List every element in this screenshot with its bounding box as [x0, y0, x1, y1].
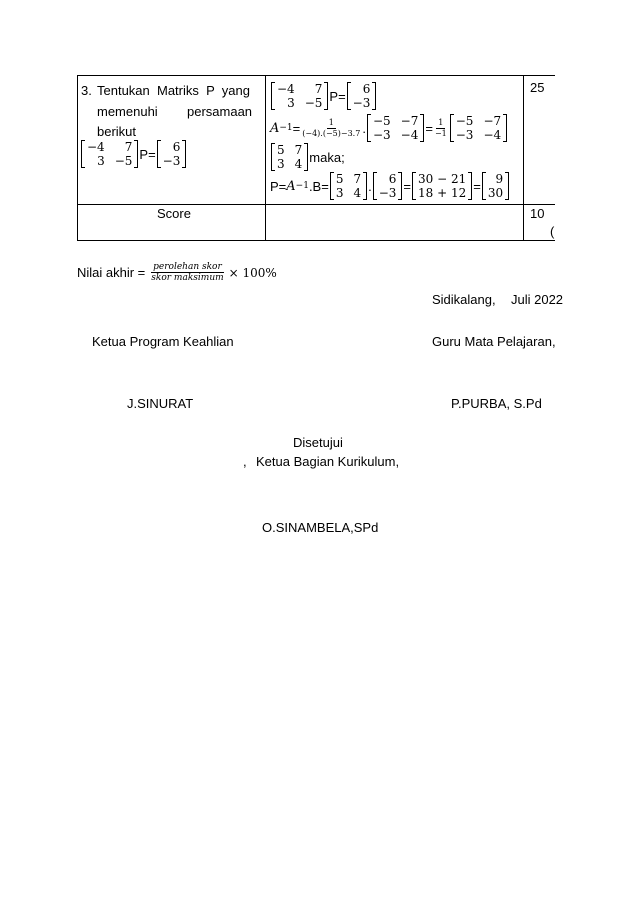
- question-matrix-a: [81, 140, 138, 168]
- question-line-3: berikut: [97, 124, 137, 139]
- matrix-cell: 4: [353, 186, 362, 200]
- product-matrix-1: [330, 172, 367, 200]
- inverse-result-matrix: [271, 143, 308, 171]
- fraction-1-num: 1: [328, 117, 334, 127]
- matrix-cell: −4: [87, 140, 105, 154]
- nilai-num: perolehan skor: [153, 262, 222, 272]
- matrix-cell: −3: [455, 128, 474, 142]
- matrix-cell: 3: [335, 186, 344, 200]
- score-label: Score: [157, 206, 191, 221]
- question-line-1: Tentukan Matriks P yang: [97, 83, 250, 98]
- matrix-cell: −4: [277, 82, 295, 96]
- nilai-den: skor maksimum: [151, 273, 224, 283]
- matrix-cell: −3: [352, 96, 371, 110]
- answer-line-3: [270, 143, 345, 171]
- matrix-cell: −7: [483, 114, 502, 128]
- adjoint-matrix-2: [450, 114, 507, 142]
- matrix-cell: 30: [487, 186, 504, 200]
- matrix-cell: 18 + 12: [418, 186, 467, 200]
- matrix-cell: 6: [362, 82, 371, 96]
- fraction-1-den: (−4).(−5)−3.7: [302, 128, 361, 138]
- nilai-akhir-formula: [77, 262, 277, 283]
- p-prefix: P=: [270, 178, 287, 194]
- matrix-cell: 7: [124, 140, 133, 154]
- nilai-fraction: [149, 262, 225, 283]
- product-matrix-3: [412, 172, 472, 200]
- question-eq: P=: [139, 146, 156, 162]
- matrix-cell: 3: [287, 96, 295, 110]
- answer-dot: .: [362, 120, 366, 136]
- answer-eq-2: =: [292, 120, 301, 136]
- matrix-cell: 30 − 21: [418, 172, 467, 186]
- matrix-cell: 5: [277, 143, 285, 157]
- question-equation: [80, 140, 187, 168]
- score-q3: 25: [530, 80, 545, 95]
- question-matrix-b: [157, 140, 187, 168]
- matrix-cell: −4: [483, 128, 502, 142]
- matrix-cell: 3: [97, 154, 105, 168]
- matrix-cell: 9: [495, 172, 504, 186]
- approval-comma: ,: [243, 454, 247, 469]
- matrix-cell: 3: [277, 157, 285, 171]
- matrix-cell: 7: [353, 172, 362, 186]
- answer-eq-3: =: [425, 120, 433, 136]
- matrix-cell: 7: [314, 82, 323, 96]
- fraction-1: [300, 118, 362, 139]
- left-sign-title: Ketua Program Keahlian: [92, 334, 234, 349]
- matrix-cell: −7: [400, 114, 419, 128]
- adjoint-matrix: [367, 114, 424, 142]
- answer-eq-4: =: [403, 178, 412, 194]
- answer-eq-5: =: [473, 178, 481, 194]
- nilai-times: × 100%: [228, 265, 277, 280]
- approval-title: Ketua Bagian Kurikulum,: [256, 454, 400, 469]
- product-matrix-4: [482, 172, 509, 200]
- inverse-sup: −1: [279, 123, 293, 133]
- matrix-cell: 6: [172, 140, 181, 154]
- answer-matrix-a: [271, 82, 328, 110]
- maka-text: maka;: [309, 149, 345, 165]
- fraction-2-num: 1: [438, 117, 444, 127]
- inverse-label-2: A: [286, 178, 296, 194]
- answer-eq-1: P=: [329, 88, 346, 104]
- matrix-cell: −3: [378, 186, 397, 200]
- nilai-label: Nilai akhir =: [77, 265, 146, 280]
- matrix-cell: 4: [294, 157, 303, 171]
- approval-name: O.SINAMBELA,SPd: [262, 520, 379, 535]
- score-total-cut: (: [550, 224, 555, 239]
- matrix-cell: −5: [372, 114, 391, 128]
- right-sign-name: P.PURBA, S.Pd: [451, 396, 542, 411]
- inverse-label: A: [270, 120, 280, 136]
- answer-matrix-b: [347, 82, 377, 110]
- question-number: 3.: [81, 83, 92, 98]
- product-matrix-2: [373, 172, 403, 200]
- table-bottom-border: [77, 240, 555, 241]
- left-sign-name: J.SINURAT: [127, 396, 194, 411]
- matrix-cell: 5: [335, 172, 344, 186]
- table-row-divider: [77, 204, 555, 205]
- matrix-cell: −5: [304, 96, 323, 110]
- table-col-divider-1: [265, 75, 266, 241]
- fraction-2: [433, 118, 449, 139]
- matrix-cell: 7: [294, 143, 303, 157]
- answer-line-2: [270, 114, 508, 142]
- place: Sidikalang,: [432, 292, 496, 307]
- matrix-cell: −3: [372, 128, 391, 142]
- date: Juli 2022: [511, 292, 564, 307]
- matrix-cell: 6: [388, 172, 397, 186]
- score-total: 10: [530, 206, 545, 221]
- table-left-border: [77, 75, 78, 241]
- matrix-cell: −4: [400, 128, 419, 142]
- right-sign-title: Guru Mata Pelajaran,: [432, 334, 556, 349]
- answer-line-1: [270, 82, 377, 110]
- answer-dot-2: .: [368, 178, 372, 194]
- fraction-2-den: −1: [434, 128, 447, 138]
- question-line-2b: persamaan: [187, 104, 253, 119]
- approval-label: Disetujui: [293, 435, 343, 450]
- question-line-2a: memenuhi: [97, 104, 158, 119]
- matrix-cell: −3: [162, 154, 181, 168]
- table-top-border: [77, 75, 555, 76]
- p-mid: .B=: [308, 178, 329, 194]
- inverse-sup-2: −1: [295, 181, 309, 191]
- matrix-cell: −5: [455, 114, 474, 128]
- answer-line-4: [270, 172, 510, 200]
- matrix-cell: −5: [114, 154, 133, 168]
- table-col-divider-2: [523, 75, 524, 241]
